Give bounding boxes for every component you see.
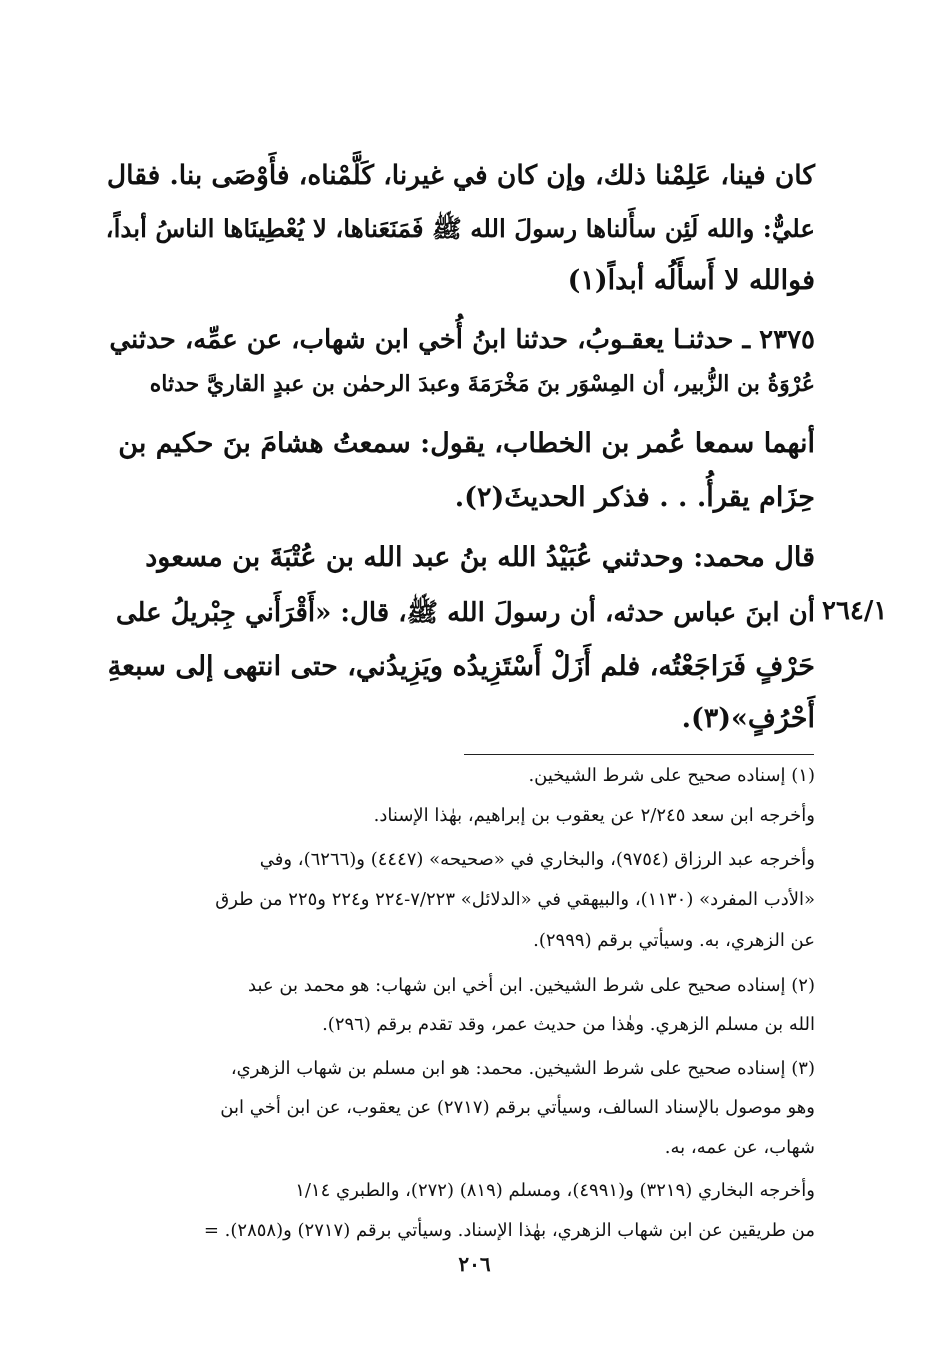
footnote-line-7: الله بن مسلم الزهري. وهٰذا من حديث عمر، وقد تقدم برقم (٢٩٦). <box>322 1014 815 1035</box>
footnote-line-1: (١) إسناده صحيح على شرط الشيخين. <box>528 765 815 786</box>
main-line-11: أَحْرُفٍ»(٣). <box>681 703 815 734</box>
page-number: ٢٠٦ <box>458 1252 491 1276</box>
main-line-8: قال محمد: وحدثني عُبَيْدُ الله بنُ عبد الله بن عُتْبَةَ بن مسعود <box>145 542 815 573</box>
main-line-3: فوالله لا أَسأَلُه أبداً(١) <box>567 265 815 296</box>
footnote-line-5: عن الزهري، به. وسيأتي برقم (٢٩٩٩). <box>533 930 815 951</box>
footnote-line-3: وأخرجه عبد الرزاق (٩٧٥٤)، والبخاري في «صحيحه» (٤٤٤٧) و(٦٢٦٦)، وفي <box>259 849 815 870</box>
margin-reference: ٢٦٤/١ <box>822 596 888 626</box>
main-line-4: ٢٣٧٥ ـ حدثنـا يعقـوبُ، حدثنا ابنُ أُخي ابن شهاب، عن عمِّه، حدثني <box>109 325 815 355</box>
footnote-line-8: (٣) إسناده صحيح على شرط الشيخين. محمد: هو ابن مسلم بن شهاب الزهري، <box>230 1058 815 1079</box>
footnote-line-10: شهاب، عن عمه، به. <box>664 1137 815 1158</box>
footnote-line-9: وهو موصول بالإسناد السالف، وسيأتي برقم (٢٧١٧) عن يعقوب، عن ابن أخي ابن <box>220 1097 815 1118</box>
main-line-10: حَرْفٍ فَرَاجَعْتُه، فلم أَزَلْ أَسْتَزِيدُه ويَزِيدُني، حتى انتهى إلى سبعةِ <box>107 651 815 682</box>
footnote-line-4: «الأدب المفرد» (١١٣٠)، والبيهقي في «الدلائل» ٧/٢٢٣-٢٢٤ و٢٢٤ و٢٢٥ من طرق <box>215 889 815 910</box>
main-line-1: كان فينا، عَلِمْنا ذلك، وإن كان في غيرنا، كَلَّمْناه، فأَوْصَى بنا. فقال <box>106 160 815 191</box>
footnote-line-6: (٢) إسناده صحيح على شرط الشيخين. ابن أخي ابن شهاب: هو محمد بن عبد <box>248 975 815 996</box>
main-line-5: عُرْوَةُ بن الزُّبير، أن المِسْوَر بنَ مَخْرَمَةَ وعبدَ الرحمٰن بن عبدٍ القاريَّ حدثاه <box>149 371 815 397</box>
footnote-line-12: من طريقين عن ابن شهاب الزهري، بهٰذا الإسناد. وسيأتي برقم (٢٧١٧) و(٢٨٥٨). = <box>203 1220 815 1241</box>
footnote-separator <box>464 754 814 755</box>
main-line-2: عليٌّ: والله لَئِن سأَلناها رسولَ الله ﷺ فَمَنَعَناها، لا يُعْطِينَاها الناسُ أبداً، <box>105 214 815 243</box>
main-line-7: حِزَام يقرأُ. . . فذكر الحديثَ(٢). <box>454 482 815 513</box>
main-line-6: أنهما سمعا عُمر بن الخطاب، يقول: سمعتُ هشامَ بنَ حكيم بن <box>118 428 815 459</box>
footnote-line-11: وأخرجه البخاري (٣٢١٩) و(٤٩٩١)، ومسلم (٨١٩) (٢٧٢)، والطبري ١/١٤ <box>295 1180 815 1201</box>
main-line-9: أن ابنَ عباس حدثه، أن رسولَ الله ﷺ، قال: «أَقْرَأَني جِبْريلُ على <box>115 598 815 628</box>
footnote-line-2: وأخرجه ابن سعد ٢/٢٤٥ عن يعقوب بن إبراهيم، بهٰذا الإسناد. <box>373 805 815 826</box>
